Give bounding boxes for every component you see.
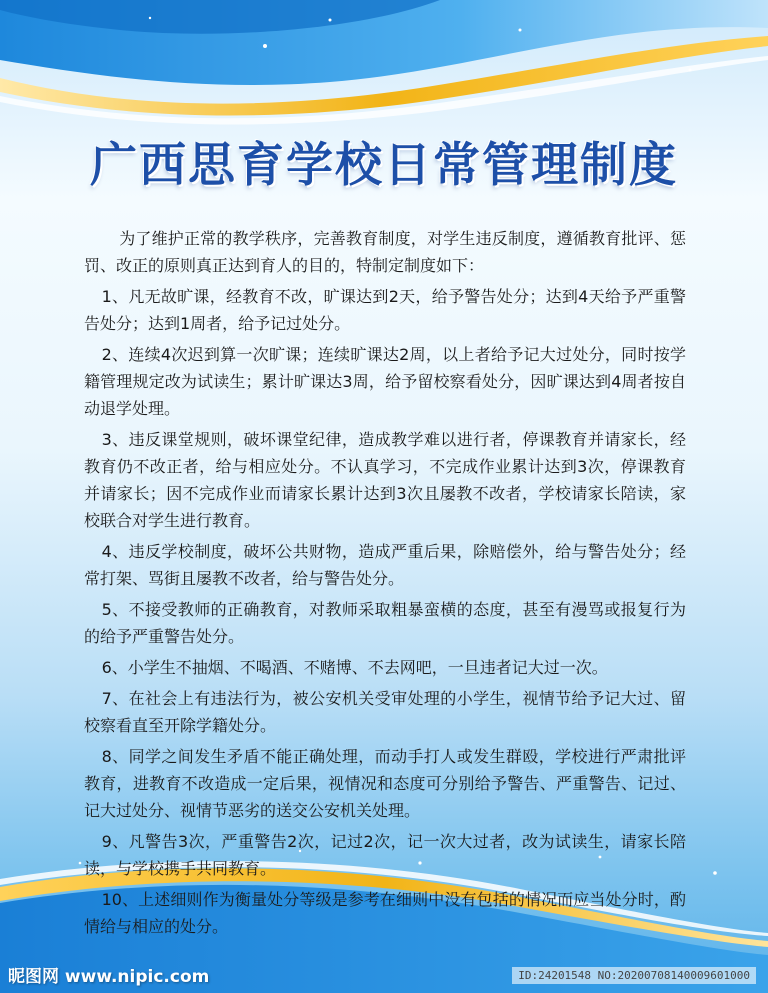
rule-3: 3、违反课堂规则，破坏课堂纪律，造成教学难以进行者，停课教育并请家长，经教育仍不改正者，给与相应处分。不认真学习，不完成作业累计达到3次，停课教育并请家长；因不完成作业而请家长累计达到3次且屡教不改者，学校请家长陪读，家校联合对学生进行教育。 — [84, 430, 686, 530]
rule-7: 7、在社会上有违法行为，被公安机关受审处理的小学生，视情节给予记大过、留校察看直至开除学籍处分。 — [84, 689, 686, 735]
rule-4: 4、违反学校制度，破坏公共财物，造成严重后果，除赔偿外，给与警告处分；经常打架、骂街且屡教不改者，给与警告处分。 — [84, 542, 686, 588]
page-title: 广西思育学校日常管理制度 — [90, 138, 678, 193]
intro-paragraph: 为了维护正常的教学秩序，完善教育制度，对学生违反制度，遵循教育批评、惩罚、改正的原则真正达到育人的目的，特制定制度如下： — [84, 229, 686, 275]
rule-6: 6、小学生不抽烟、不喝酒、不赌博、不去网吧，一旦违者记大过一次。 — [101, 658, 608, 677]
top-wave-decoration — [0, 0, 768, 140]
image-id-watermark: ID:24201548 NO:20200708140009601000 — [512, 967, 756, 984]
rule-5: 5、不接受教师的正确教育，对教师采取粗暴蛮横的态度，甚至有漫骂或报复行为的给予严重警告处分。 — [84, 600, 686, 646]
site-watermark: 昵图网 www.nipic.com — [8, 967, 210, 987]
rule-2: 2、连续4次迟到算一次旷课；连续旷课达2周，以上者给予记大过处分，同时按学籍管理规定改为试读生；累计旷课达3周，给予留校察看处分，因旷课达到4周者按自动退学处理。 — [84, 345, 686, 418]
regulation-body — [84, 225, 686, 944]
rule-9: 9、凡警告3次，严重警告2次，记过2次，记一次大过者，改为试读生，请家长陪读，与学校携手共同教育。 — [84, 832, 686, 878]
rule-10: 10、上述细则作为衡量处分等级是参考在细则中没有包括的情况而应当处分时，酌情给与相应的处分。 — [84, 890, 686, 936]
rule-8: 8、同学之间发生矛盾不能正确处理，而动手打人或发生群殴，学校进行严肃批评教育，进教育不改造成一定后果，视情况和态度可分别给予警告、严重警告、记过、记大过处分、视情节恶劣的送交公安机关处理。 — [84, 747, 686, 820]
rule-1: 1、凡无故旷课，经教育不改，旷课达到2天，给予警告处分；达到4天给予严重警告处分；达到1周者，给予记过处分。 — [84, 287, 686, 333]
